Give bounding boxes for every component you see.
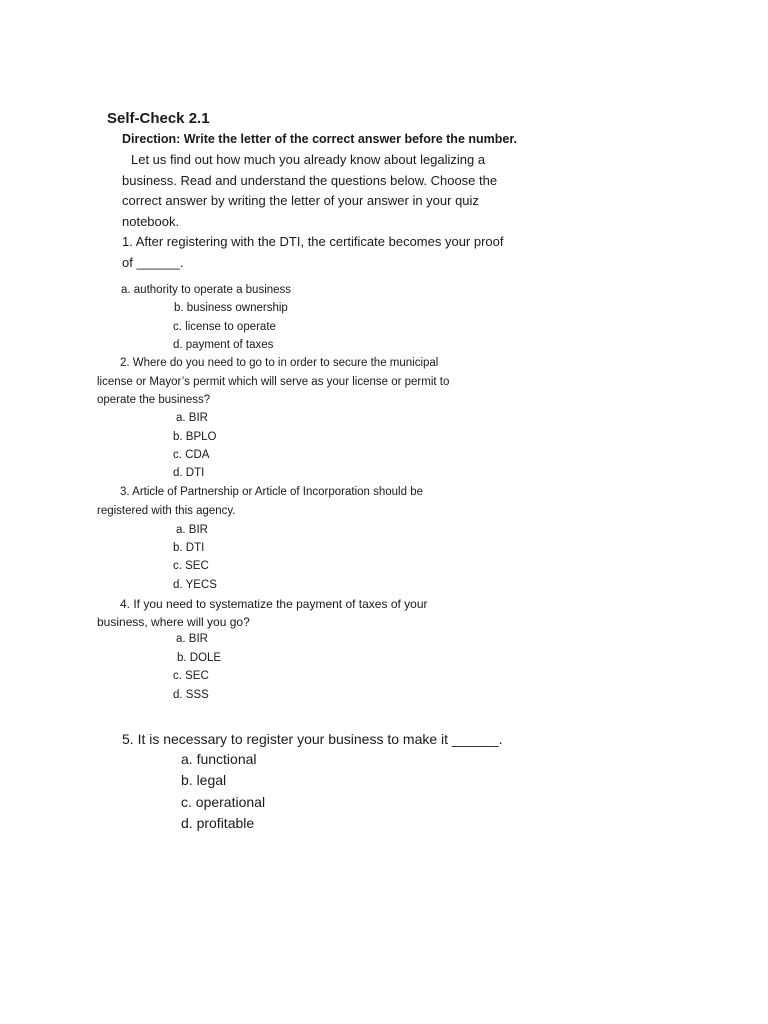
question-3-option: d. YECS <box>173 579 217 591</box>
intro-line: Let us find out how much you already know about legalizing a <box>131 152 486 167</box>
question-1-option: c. license to operate <box>173 321 276 333</box>
question-4-text: 4. If you need to systematize the payment of taxes of your <box>120 597 428 611</box>
question-2-option: a. BIR <box>176 412 208 424</box>
question-1-text: 1. After registering with the DTI, the certificate becomes your proof <box>122 234 504 249</box>
question-3-option: a. BIR <box>176 524 208 536</box>
question-2-option: d. DTI <box>173 467 205 479</box>
direction-text: Direction: Write the letter of the correct answer before the number. <box>122 132 517 146</box>
question-4-option: b. DOLE <box>177 652 222 664</box>
intro-line: correct answer by writing the letter of your answer in your quiz <box>122 193 479 208</box>
question-4-option: c. SEC <box>173 670 209 682</box>
question-2-text: 2. Where do you need to go to in order to secure the municipal <box>120 357 439 369</box>
question-1-option: b. business ownership <box>174 302 288 314</box>
question-5-option: a. functional <box>181 751 257 767</box>
question-2-text: license or Mayor’s permit which will serve as your license or permit to <box>97 376 450 388</box>
page-title: Self-Check 2.1 <box>107 110 210 127</box>
intro-line: notebook. <box>122 214 180 229</box>
question-1-option: d. payment of taxes <box>173 339 274 351</box>
question-1-text: of ______. <box>122 255 184 270</box>
question-3-text: 3. Article of Partnership or Article of Incorporation should be <box>120 486 423 498</box>
question-1-option: a. authority to operate a business <box>121 284 292 296</box>
question-3-option: c. SEC <box>173 560 209 572</box>
question-3-option: b. DTI <box>173 542 205 554</box>
intro-line: business. Read and understand the questions below. Choose the <box>122 173 498 188</box>
question-2-text: operate the business? <box>97 394 211 406</box>
question-4-text: business, where will you go? <box>97 615 250 629</box>
question-5-option: c. operational <box>181 794 266 810</box>
question-2-option: c. CDA <box>173 449 210 461</box>
question-5-option: b. legal <box>181 772 227 788</box>
question-4-option: d. SSS <box>173 689 209 701</box>
question-3-text: registered with this agency. <box>97 505 236 517</box>
question-2-option: b. BPLO <box>173 431 217 443</box>
question-5-option: d. profitable <box>181 815 255 831</box>
question-4-option: a. BIR <box>176 633 208 645</box>
question-5-text: 5. It is necessary to register your business to make it ______. <box>122 731 503 747</box>
